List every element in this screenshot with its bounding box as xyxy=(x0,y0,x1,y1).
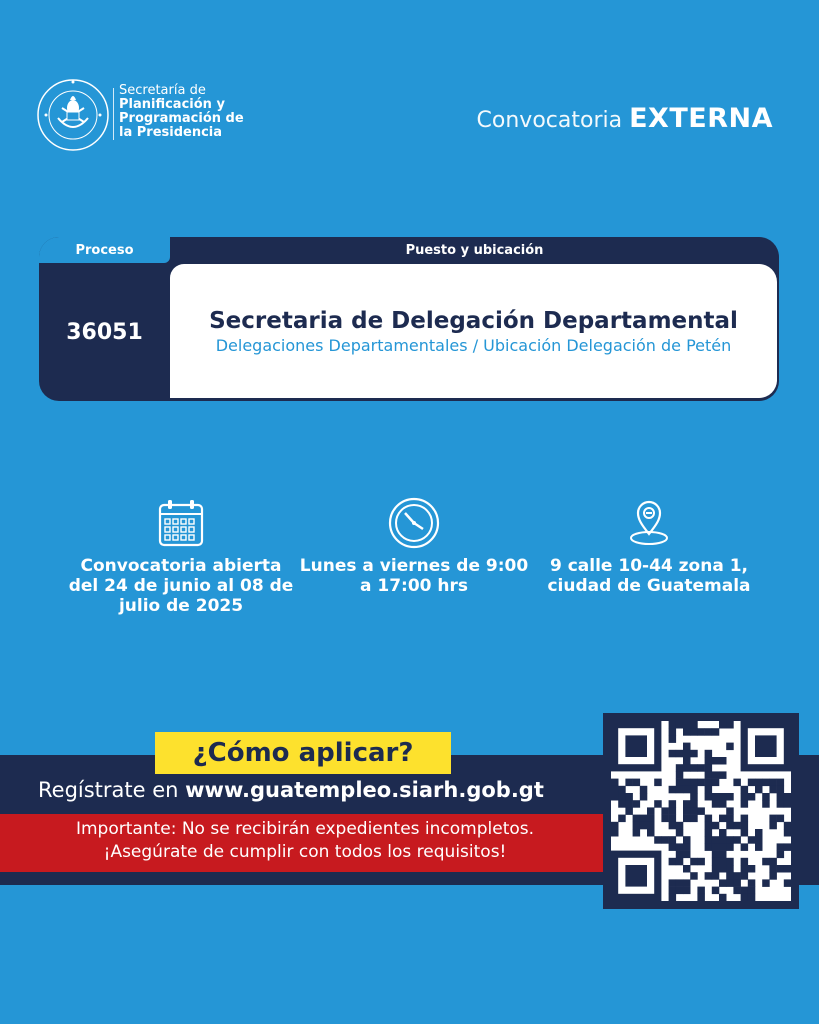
register-link[interactable]: www.guatempleo.siarh.gob.gt xyxy=(185,778,544,802)
convocatoria-title xyxy=(477,103,773,134)
proceso-number: 36051 xyxy=(66,319,143,345)
location-pin-icon xyxy=(622,496,676,550)
clock-icon xyxy=(387,496,441,550)
convocatoria-label: Convocatoria xyxy=(476,108,623,133)
proceso-header: Proceso xyxy=(39,237,170,263)
calendar-icon xyxy=(154,496,208,550)
warning-line-1: Importante: No se recibirán expedientes incompletos. xyxy=(75,819,535,839)
externa-label: EXTERNA xyxy=(629,103,773,134)
register-line xyxy=(38,778,544,802)
job-title: Secretaria de Delegación Departamental xyxy=(209,307,738,334)
address-text: 9 calle 10-44 zona 1, ciudad de Guatemala xyxy=(547,556,751,596)
job-panel xyxy=(170,264,777,398)
org-line-3: Programación de xyxy=(119,111,244,126)
job-location: Delegaciones Departamentales / Ubicación Delegación de Petén xyxy=(215,335,732,355)
guatemala-seal-logo xyxy=(36,78,110,152)
org-line-4: la Presidencia xyxy=(119,125,223,140)
how-to-apply-heading: ¿Cómo aplicar? xyxy=(155,732,451,774)
org-line-2: Planificación y xyxy=(119,97,225,112)
dates-text: Convocatoria abierta del 24 de junio al 08 de julio de 2025 xyxy=(68,556,294,616)
header-divider xyxy=(113,88,114,140)
qr-code[interactable] xyxy=(611,721,791,901)
info-hours xyxy=(299,496,529,596)
warning-line-2: ¡Asegúrate de cumplir con todos los requisitos! xyxy=(103,842,507,862)
job-card xyxy=(39,237,779,401)
organization-name xyxy=(119,84,244,140)
register-prefix: Regístrate en xyxy=(38,778,179,802)
hours-text: Lunes a viernes de 9:00 a 17:00 hrs xyxy=(299,556,529,596)
info-address xyxy=(534,496,764,596)
warning-text xyxy=(0,818,610,864)
info-dates xyxy=(66,496,296,616)
org-line-1: Secretaría de xyxy=(119,83,206,98)
puesto-header: Puesto y ubicación xyxy=(405,242,544,258)
